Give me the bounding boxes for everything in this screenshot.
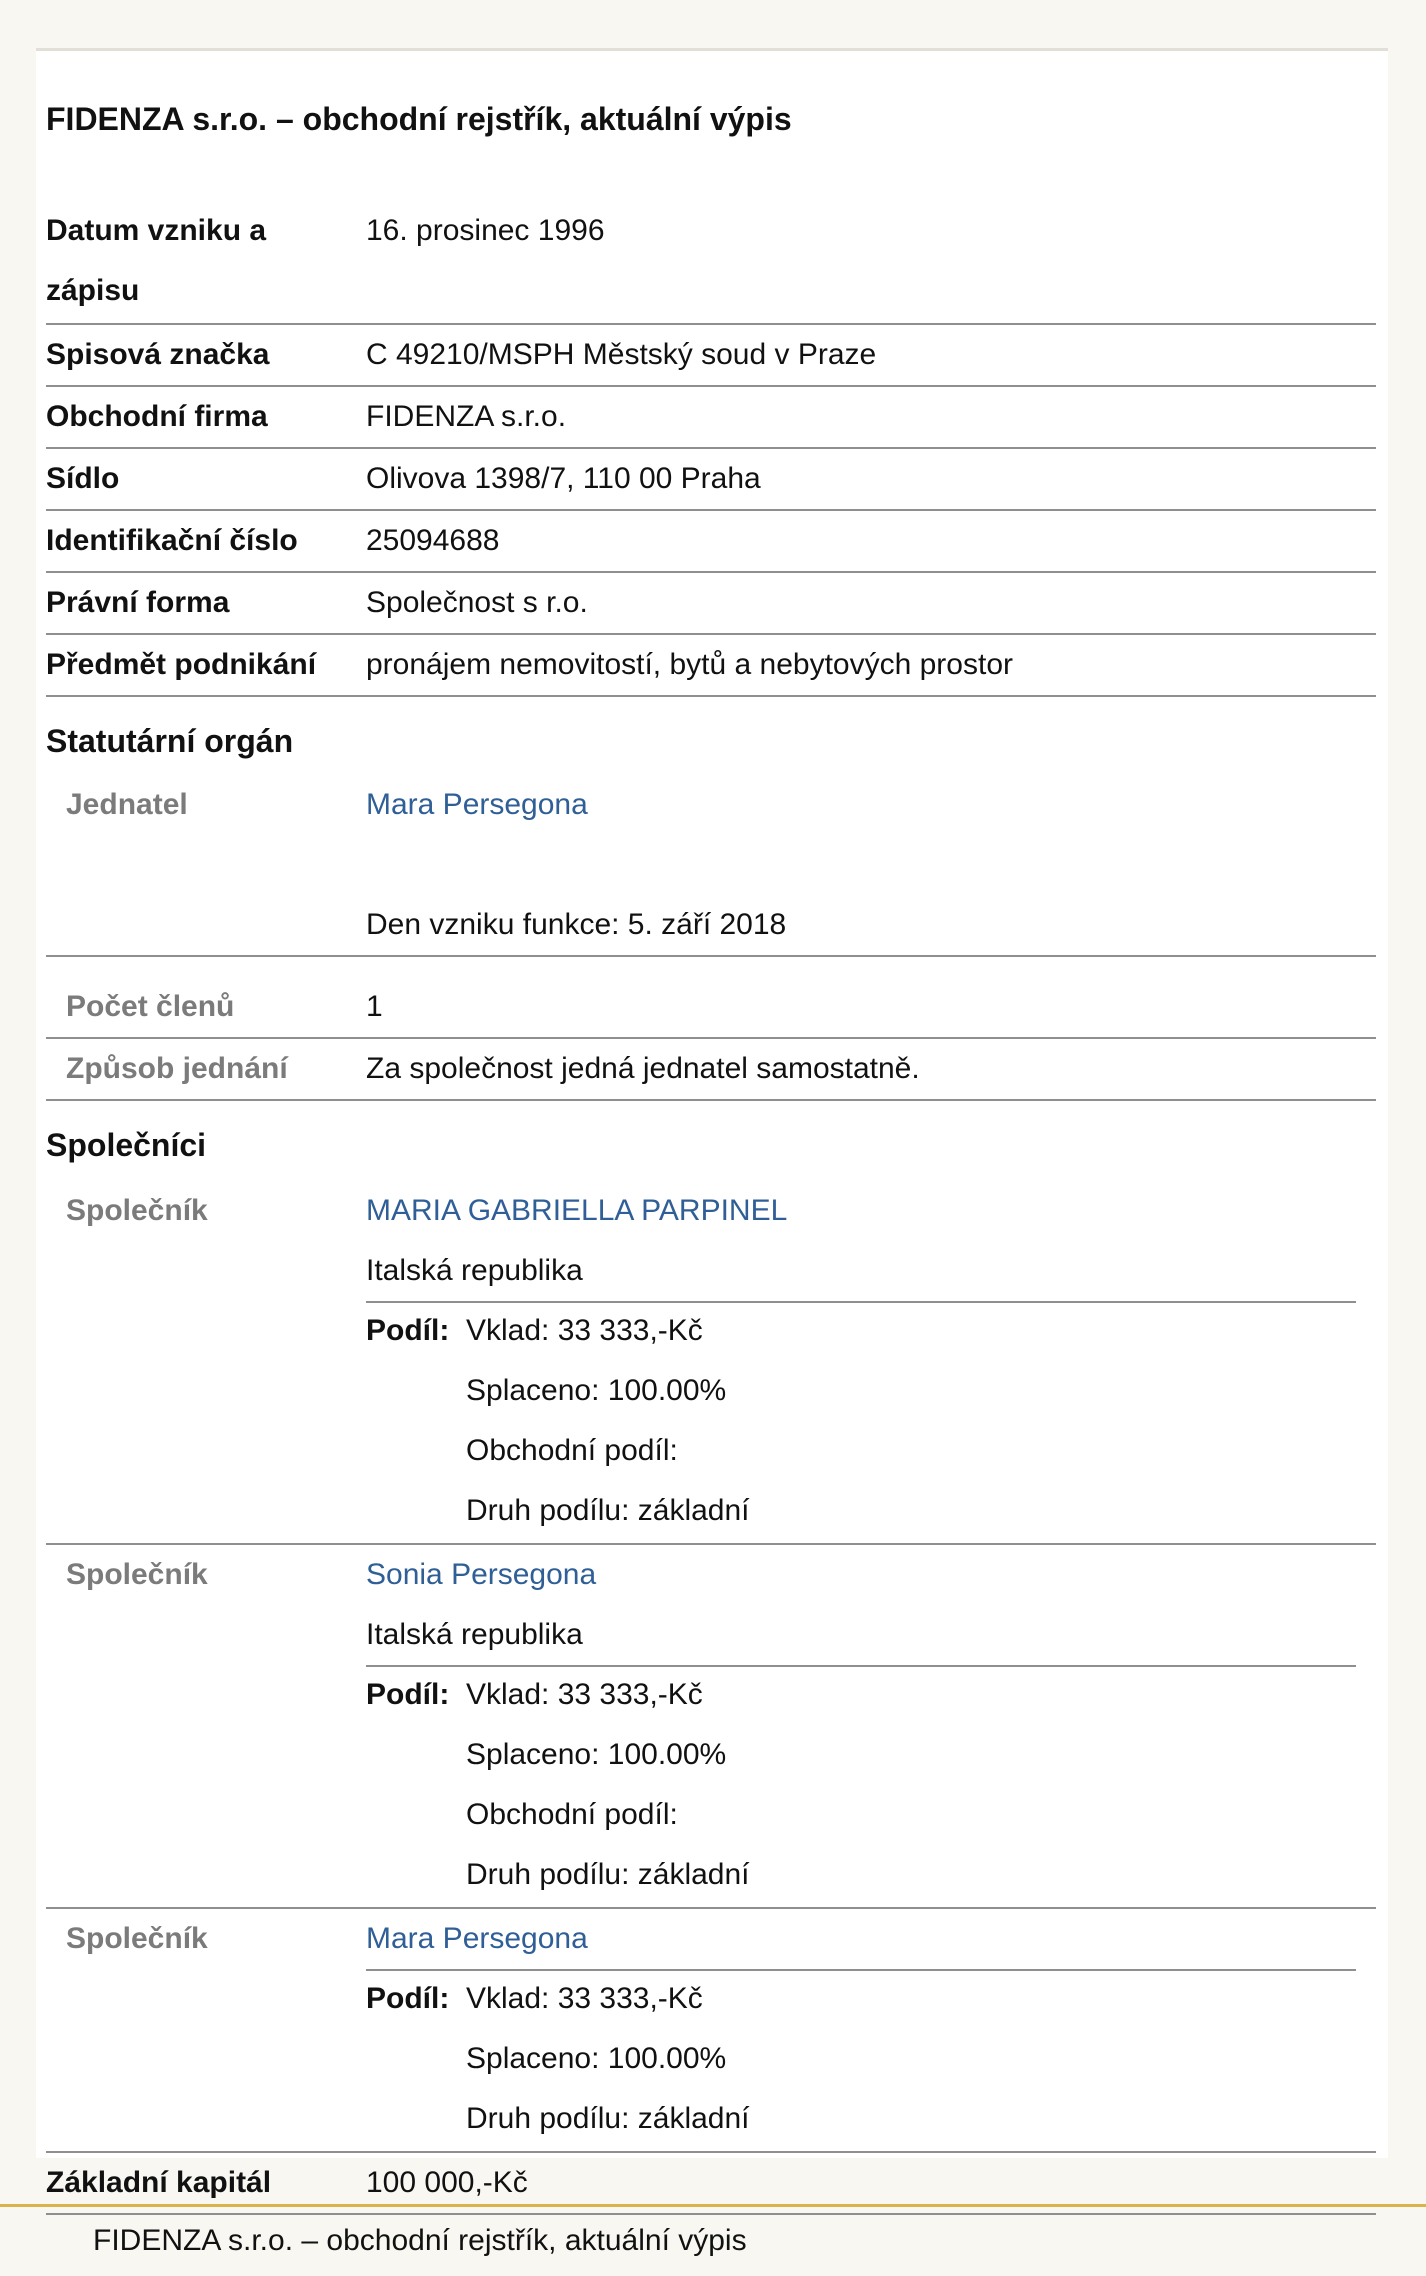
row-jednatel (46, 775, 1376, 957)
podil-obchodni: Obchodní podíl: (466, 1434, 678, 1467)
row-sidlo (46, 449, 1376, 511)
row-label: zápisu (46, 274, 140, 307)
row-value: Společnost s r.o. (366, 586, 588, 619)
record-card (36, 48, 1388, 2199)
podil-druh: Druh podílu: základní (466, 1494, 750, 1527)
row-predmet-podnikani (46, 635, 1376, 697)
row-value: Za společnost jedná jednatel samostatně. (366, 1052, 920, 1085)
podil-label: Podíl: (366, 1678, 450, 1711)
row-label: Právní forma (46, 586, 230, 619)
row-label: Jednatel (66, 788, 188, 821)
row-spisova-znacka (46, 325, 1376, 387)
section-heading-spolecnici: Společníci (46, 1127, 207, 1163)
section-heading-statutarni: Statutární orgán (46, 723, 294, 759)
row-label: Identifikační číslo (46, 524, 298, 557)
podil-vklad: Vklad: 33 333,-Kč (466, 1678, 703, 1711)
row-label: Spisová značka (46, 338, 270, 371)
spolecnik-name-link[interactable]: Mara Persegona (366, 1922, 588, 1955)
row-value: Olivova 1398/7, 110 00 Praha (366, 462, 761, 495)
spolecnik-block (46, 1545, 1376, 1909)
spolecnik-country: Italská republika (366, 1254, 583, 1287)
spolecnik-country: Italská republika (366, 1618, 583, 1651)
podil-splaceno: Splaceno: 100.00% (466, 2042, 727, 2075)
podil-druh: Druh podílu: základní (466, 1858, 750, 1891)
row-label: Datum vzniku a (46, 214, 267, 247)
row-value: 1 (366, 990, 383, 1023)
spolecnik-block (46, 1909, 1376, 2153)
row-pravni-forma (46, 573, 1376, 635)
podil-obchodni: Obchodní podíl: (466, 1798, 678, 1831)
podil-splaceno: Splaceno: 100.00% (466, 1738, 727, 1771)
row-value: 100 000,-Kč (366, 2166, 528, 2199)
row-label: Počet členů (66, 990, 235, 1023)
row-label: Způsob jednání (66, 1052, 288, 1085)
podil-splaceno: Splaceno: 100.00% (466, 1374, 727, 1407)
row-label: Předmět podnikání (46, 648, 317, 681)
podil-label: Podíl: (366, 1314, 450, 1347)
row-identifikacni-cislo (46, 511, 1376, 573)
spolecnik-label: Společník (66, 1558, 208, 1591)
jednatel-since: Den vzniku funkce: 5. září 2018 (366, 908, 787, 941)
podil-druh: Druh podílu: základní (466, 2102, 750, 2135)
row-label: Obchodní firma (46, 400, 268, 433)
document-title: FIDENZA s.r.o. – obchodní rejstřík, aktuální výpis (46, 101, 792, 137)
row-value: 16. prosinec 1996 (366, 214, 605, 247)
row-zpusob-jednani (46, 1039, 1376, 1101)
row-value: C 49210/MSPH Městský soud v Praze (366, 338, 877, 371)
spolecnik-block (46, 1181, 1376, 1545)
jednatel-name-link[interactable]: Mara Persegona (366, 788, 588, 821)
footer-title: FIDENZA s.r.o. – obchodní rejstřík, aktuální výpis (93, 2224, 747, 2257)
row-value: FIDENZA s.r.o. (366, 400, 567, 433)
spolecnik-name-link[interactable]: Sonia Persegona (366, 1558, 597, 1591)
row-label: Sídlo (46, 462, 120, 495)
spolecnik-name-link[interactable]: MARIA GABRIELLA PARPINEL (366, 1194, 788, 1227)
podil-vklad: Vklad: 33 333,-Kč (466, 1982, 703, 2015)
row-pocet-clenu (46, 977, 1376, 1039)
row-value: 25094688 (366, 524, 500, 557)
row-label: Základní kapitál (46, 2166, 272, 2199)
row-value: pronájem nemovitostí, bytů a nebytových prostor (366, 648, 1013, 681)
row-datum-vzniku (46, 201, 1376, 325)
spolecnik-label: Společník (66, 1922, 208, 1955)
podil-label: Podíl: (366, 1982, 450, 2015)
row-obchodni-firma (46, 387, 1376, 449)
podil-vklad: Vklad: 33 333,-Kč (466, 1314, 703, 1347)
footer-divider (0, 2204, 1426, 2207)
spolecnik-label: Společník (66, 1194, 208, 1227)
